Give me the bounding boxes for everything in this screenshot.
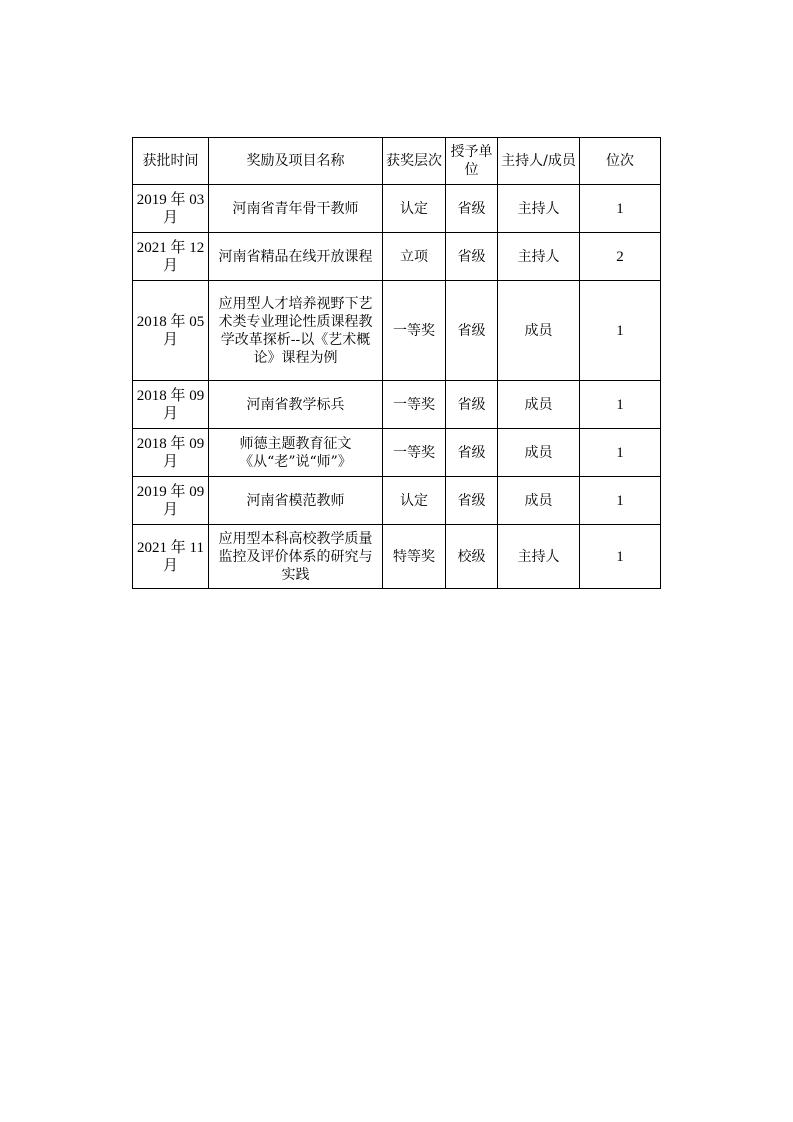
cell-unit: 省级 bbox=[446, 477, 498, 525]
table-row bbox=[133, 525, 661, 589]
cell-name: 河南省教学标兵 bbox=[209, 381, 383, 429]
cell-rank: 1 bbox=[580, 525, 661, 589]
cell-role: 成员 bbox=[498, 477, 580, 525]
cell-name: 应用型人才培养视野下艺术类专业理论性质课程教学改革探析--以《艺术概论》课程为例 bbox=[209, 281, 383, 381]
table-row bbox=[133, 477, 661, 525]
cell-date: 2019 年 03 月 bbox=[133, 185, 209, 233]
table-row bbox=[133, 185, 661, 233]
header-award-name: 奖励及项目名称 bbox=[209, 138, 383, 185]
cell-role: 成员 bbox=[498, 381, 580, 429]
cell-level: 一等奖 bbox=[383, 429, 446, 477]
cell-rank: 1 bbox=[580, 429, 661, 477]
table-header-row bbox=[133, 138, 661, 185]
cell-name: 师德主题教育征文《从“老”说“师”》 bbox=[209, 429, 383, 477]
cell-unit: 省级 bbox=[446, 429, 498, 477]
cell-role: 成员 bbox=[498, 429, 580, 477]
table-row bbox=[133, 381, 661, 429]
cell-role: 主持人 bbox=[498, 233, 580, 281]
cell-unit: 校级 bbox=[446, 525, 498, 589]
cell-role: 主持人 bbox=[498, 185, 580, 233]
table-row bbox=[133, 281, 661, 381]
cell-unit: 省级 bbox=[446, 381, 498, 429]
cell-rank: 1 bbox=[580, 281, 661, 381]
cell-rank: 1 bbox=[580, 185, 661, 233]
header-granting-unit: 授予单位 bbox=[446, 138, 498, 185]
cell-date: 2018 年 09 月 bbox=[133, 429, 209, 477]
cell-level: 一等奖 bbox=[383, 281, 446, 381]
cell-name: 河南省精品在线开放课程 bbox=[209, 233, 383, 281]
cell-date: 2018 年 05 月 bbox=[133, 281, 209, 381]
header-rank: 位次 bbox=[580, 138, 661, 185]
table-row bbox=[133, 233, 661, 281]
cell-rank: 2 bbox=[580, 233, 661, 281]
cell-date: 2021 年 12 月 bbox=[133, 233, 209, 281]
cell-level: 认定 bbox=[383, 185, 446, 233]
awards-table bbox=[132, 137, 661, 589]
cell-name: 河南省模范教师 bbox=[209, 477, 383, 525]
cell-level: 认定 bbox=[383, 477, 446, 525]
cell-rank: 1 bbox=[580, 381, 661, 429]
cell-level: 一等奖 bbox=[383, 381, 446, 429]
cell-rank: 1 bbox=[580, 477, 661, 525]
cell-date: 2019 年 09 月 bbox=[133, 477, 209, 525]
header-approval-time: 获批时间 bbox=[133, 138, 209, 185]
header-role: 主持人/成员 bbox=[498, 138, 580, 185]
cell-role: 主持人 bbox=[498, 525, 580, 589]
cell-date: 2021 年 11 月 bbox=[133, 525, 209, 589]
cell-unit: 省级 bbox=[446, 233, 498, 281]
cell-date: 2018 年 09 月 bbox=[133, 381, 209, 429]
header-award-level: 获奖层次 bbox=[383, 138, 446, 185]
cell-name: 应用型本科高校教学质量监控及评价体系的研究与实践 bbox=[209, 525, 383, 589]
cell-role: 成员 bbox=[498, 281, 580, 381]
cell-unit: 省级 bbox=[446, 185, 498, 233]
cell-name: 河南省青年骨干教师 bbox=[209, 185, 383, 233]
table-row bbox=[133, 429, 661, 477]
cell-level: 立项 bbox=[383, 233, 446, 281]
cell-level: 特等奖 bbox=[383, 525, 446, 589]
cell-unit: 省级 bbox=[446, 281, 498, 381]
